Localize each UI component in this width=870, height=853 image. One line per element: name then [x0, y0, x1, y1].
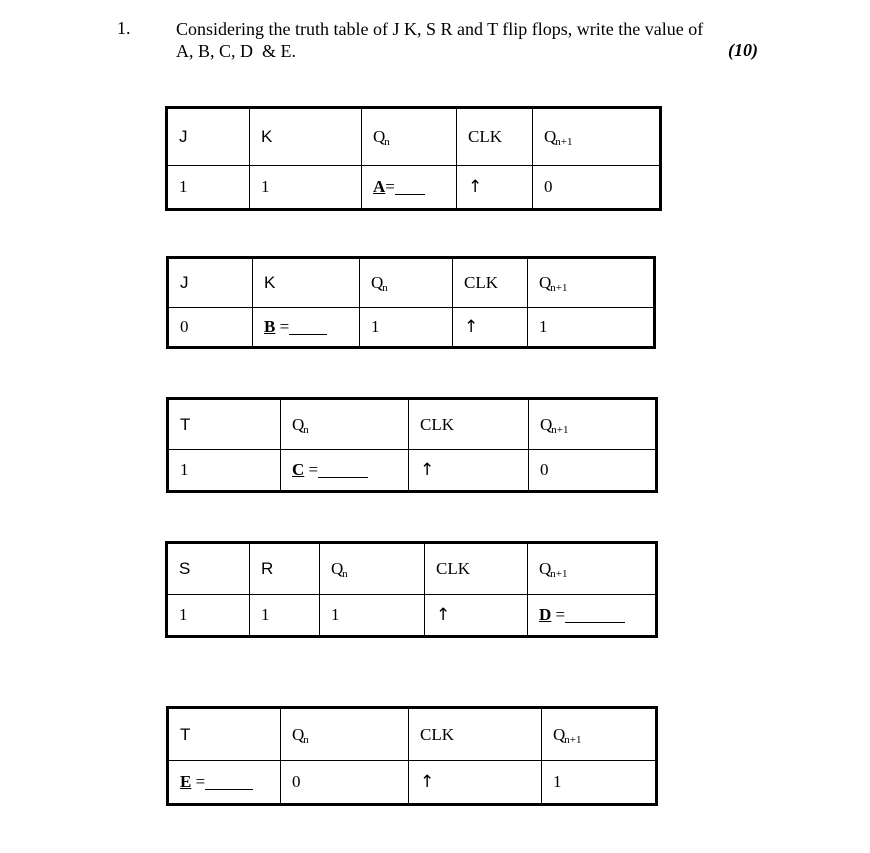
- cell-qn1: 0: [533, 166, 661, 210]
- cell-r: 1: [250, 595, 320, 637]
- truth-table-t-1: [166, 397, 658, 493]
- cell-answer-e: E =: [168, 761, 281, 805]
- header-qn1: $Q_{n+1}$: [528, 258, 655, 308]
- header-qn1: $Q_{n+1}$: [528, 543, 657, 595]
- header-t: T: [168, 399, 281, 450]
- header-j: J: [168, 258, 253, 308]
- header-clk: CLK: [409, 708, 542, 761]
- header-qn1: $Q_{n+1}$: [542, 708, 657, 761]
- header-clk: CLK: [453, 258, 528, 308]
- header-clk: CLK: [409, 399, 529, 450]
- header-k: K: [250, 108, 362, 166]
- truth-table-jk-2: [166, 256, 656, 349]
- cell-answer-b: B =: [253, 308, 360, 348]
- header-clk: CLK: [457, 108, 533, 166]
- cell-qn: 0: [281, 761, 409, 805]
- cell-answer-a: A=: [362, 166, 457, 210]
- clock-rising-edge-icon: ↑: [409, 761, 542, 805]
- header-qn1: $Q_{n+1}$: [529, 399, 657, 450]
- question-line-2: A, B, C, D & E.: [176, 41, 297, 61]
- cell-t: 1: [168, 450, 281, 492]
- truth-table-t-2: [166, 706, 658, 806]
- header-clk: CLK: [425, 543, 528, 595]
- header-qn1: $Q_{n+1}$: [533, 108, 661, 166]
- header-qn: $Q_n$: [281, 399, 409, 450]
- header-qn: $Q_n$: [360, 258, 453, 308]
- cell-qn1: 1: [542, 761, 657, 805]
- cell-qn: 1: [320, 595, 425, 637]
- question-text: [176, 18, 703, 62]
- header-qn: $Q_n$: [362, 108, 457, 166]
- header-k: K: [253, 258, 360, 308]
- cell-qn: 1: [360, 308, 453, 348]
- header-r: R: [250, 543, 320, 595]
- question-marks: (10): [728, 40, 758, 60]
- header-qn: $Q_n$: [320, 543, 425, 595]
- header-j: J: [167, 108, 250, 166]
- cell-qn1: 1: [528, 308, 655, 348]
- header-s: S: [167, 543, 250, 595]
- header-t: T: [168, 708, 281, 761]
- question-line-1: Considering the truth table of J K, S R and T flip flops, write the value of: [176, 19, 704, 39]
- truth-table-sr: [165, 541, 658, 638]
- clock-rising-edge-icon: ↑: [457, 166, 533, 210]
- clock-rising-edge-icon: ↑: [409, 450, 529, 492]
- cell-qn1: 0: [529, 450, 657, 492]
- cell-answer-c: C =: [281, 450, 409, 492]
- cell-j: 1: [167, 166, 250, 210]
- truth-table-jk-1: [165, 106, 662, 211]
- cell-answer-d: D =: [528, 595, 657, 637]
- question-number: 1.: [117, 18, 131, 38]
- cell-s: 1: [167, 595, 250, 637]
- cell-j: 0: [168, 308, 253, 348]
- header-qn: $Q_n$: [281, 708, 409, 761]
- clock-rising-edge-icon: ↑: [453, 308, 528, 348]
- clock-rising-edge-icon: ↑: [425, 595, 528, 637]
- cell-k: 1: [250, 166, 362, 210]
